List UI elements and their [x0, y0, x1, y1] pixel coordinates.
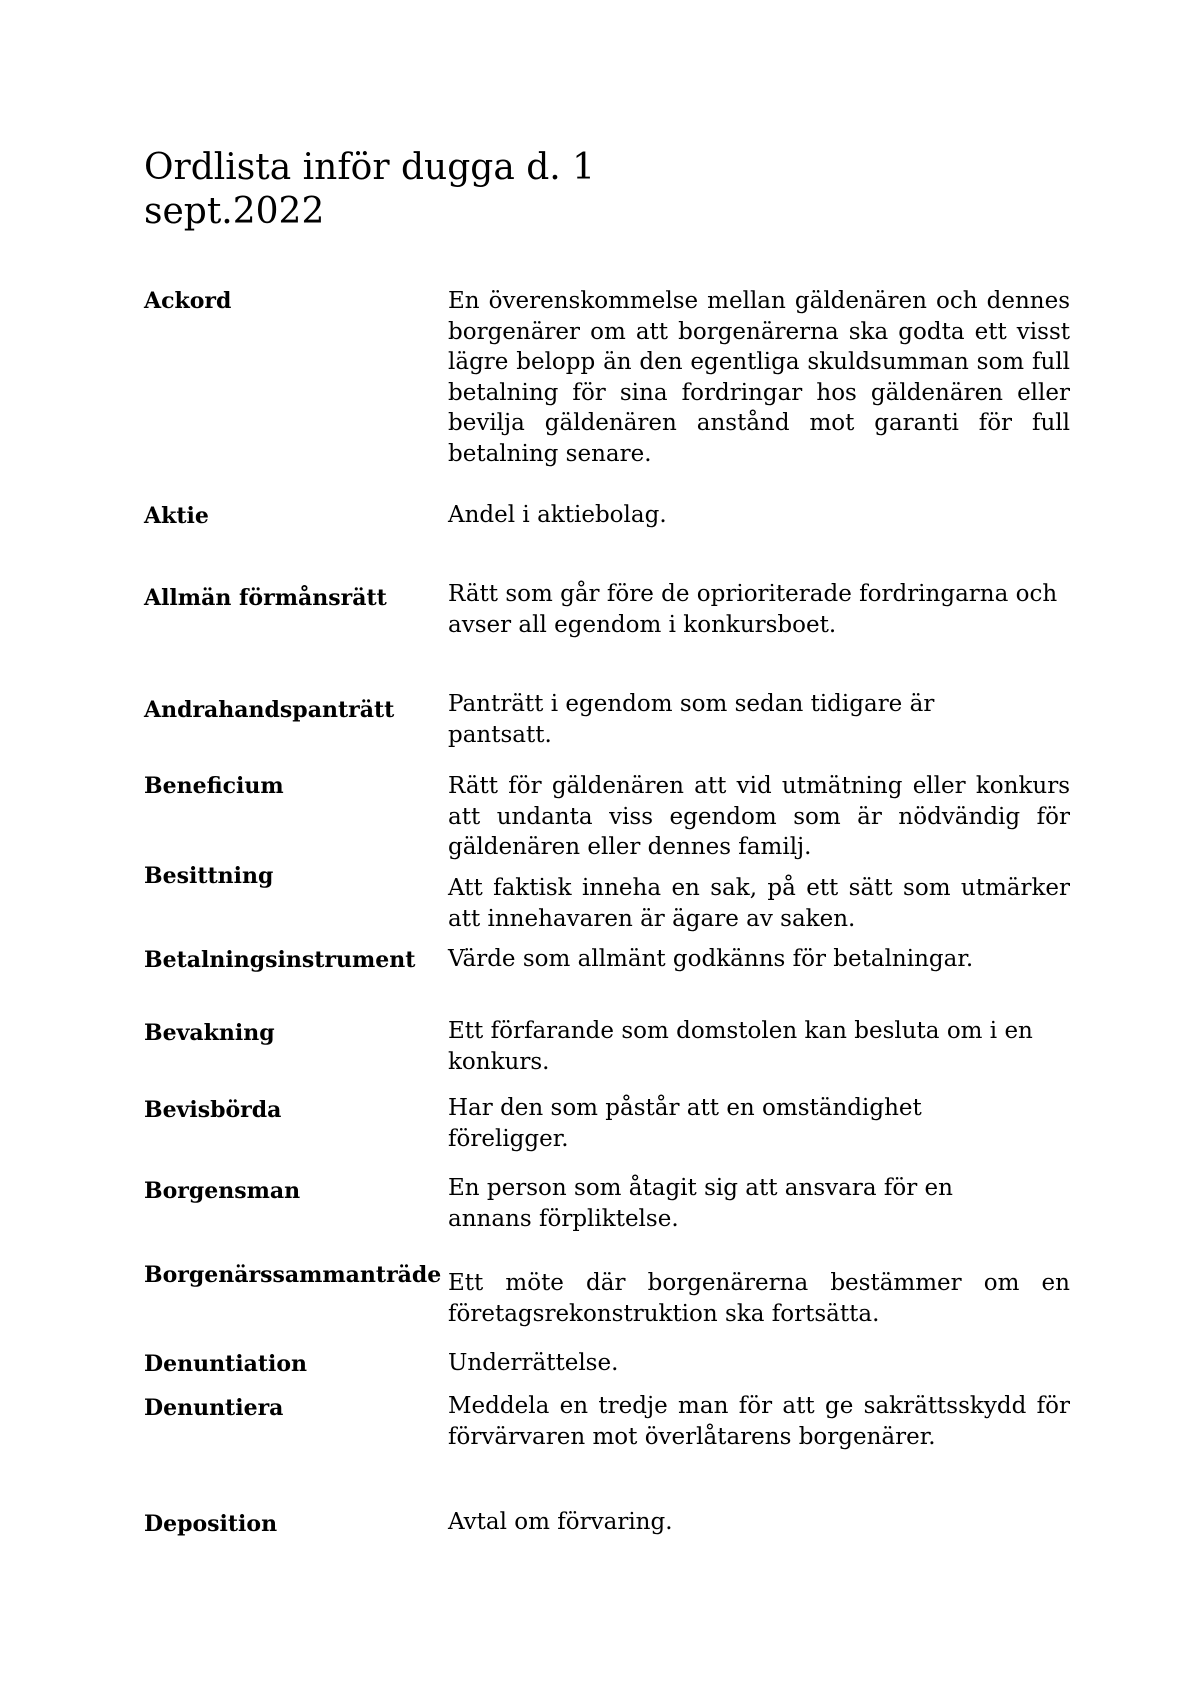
definition-betalningsinstrument: Värde som allmänt godkänns för betalningar. — [448, 946, 974, 972]
definition-denuntiation: Underrättelse. — [448, 1350, 619, 1376]
definition-bevakning: Ett förfarande som domstolen kan besluta om i en konkurs. — [448, 1018, 1033, 1075]
definition-borgensman: En person som åtagit sig att ansvara för en annans förpliktelse. — [448, 1175, 953, 1232]
term-aktie: Aktie — [144, 503, 209, 529]
term-betalningsinstrument: Betalningsinstrument — [144, 947, 416, 973]
term-besittning: Besittning — [144, 863, 274, 889]
term-denuntiera: Denuntiera — [144, 1395, 284, 1421]
definition-borgenarssammantrade: Ett möte där borgenärerna bestämmer om en företagsrekonstruktion ska fortsätta. — [448, 1270, 1070, 1327]
term-borgenarssammantrade: Borgenärssammanträde — [144, 1262, 442, 1288]
term-ackord: Ackord — [144, 288, 232, 314]
term-deposition: Deposition — [144, 1511, 278, 1537]
definition-beneficium: Rätt för gäldenären att vid utmätning eller konkurs att undanta viss egendom som är nödvändig för gäldenären eller dennes familj. — [448, 773, 1070, 860]
term-bevisborda: Bevisbörda — [144, 1097, 282, 1123]
definition-aktie: Andel i aktiebolag. — [448, 502, 667, 528]
definition-bevisborda: Har den som påstår att en omständighet föreligger. — [448, 1095, 922, 1152]
definition-andrahandspantratt: Panträtt i egendom som sedan tidigare är pantsatt. — [448, 691, 935, 748]
definition-ackord: En överenskommelse mellan gäldenären och dennes borgenärer om att borgenärerna ska godta ett visst lägre belopp än den egentliga skuldsumman som full betalning för sina fordringar hos gäldenären eller bevilja gäldenären anstånd mot garanti för full betalning senare. — [448, 288, 1070, 467]
term-beneficium: Beneficium — [144, 773, 284, 799]
term-denuntiation: Denuntiation — [144, 1351, 308, 1377]
term-allman-formansratt: Allmän förmånsrätt — [144, 585, 387, 611]
term-bevakning: Bevakning — [144, 1020, 275, 1046]
term-borgensman: Borgensman — [144, 1178, 301, 1204]
definition-besittning: Att faktisk inneha en sak, på ett sätt som utmärker att innehavaren är ägare av saken. — [448, 875, 1070, 932]
page-title: Ordlista inför dugga d. 1 sept.2022 — [144, 147, 596, 232]
term-andrahandspantratt: Andrahandspanträtt — [144, 697, 395, 723]
definition-denuntiera: Meddela en tredje man för att ge sakrättsskydd för förvärvaren mot överlåtarens borgenärer. — [448, 1393, 1070, 1450]
definition-deposition: Avtal om förvaring. — [448, 1509, 673, 1535]
definition-allman-formansratt: Rätt som går före de oprioriterade fordringarna och avser all egendom i konkursboet. — [448, 581, 1058, 638]
